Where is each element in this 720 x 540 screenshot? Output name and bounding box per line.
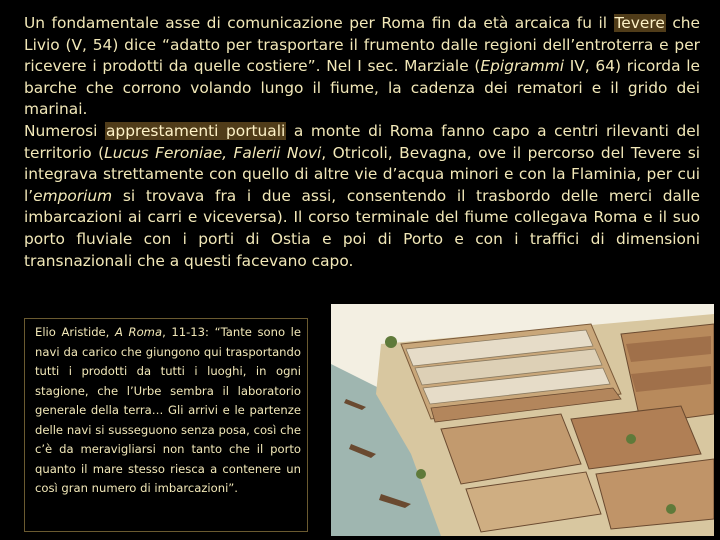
text-run: , Otricoli, Bevagna, ove il percorso del Tevere si integrava strettamente con quello di altre vie d’acqua minori e con la Flaminia, per cui l’ xyxy=(24,143,700,205)
italic-place-names: Lucus Feroniae, Falerii Novi xyxy=(104,143,322,162)
quote-box xyxy=(24,318,308,532)
text-run: IV, 64) ricorda le barche che corrono volando lungo il fiume, la cadenza dei rematori e il grido dei marinai. xyxy=(24,57,700,119)
text-run: Un fondamentale asse di comunicazione per Roma fin da età arcaica fu il xyxy=(24,14,614,32)
italic-emporium: emporium xyxy=(33,186,113,205)
main-text-block xyxy=(24,13,700,272)
highlight-apprestamenti: apprestamenti portuali xyxy=(106,121,286,140)
text-run: a monte di Roma fanno capo a centri rilevanti del territorio ( xyxy=(24,121,700,162)
quote-author: Elio Aristide, xyxy=(35,325,115,339)
text-run: che Livio (V, 54) dice “adatto per trasportare il frumento dalle regioni dell’entroterra e per ricevere i prodotti da quelle costiere”. Nel I sec. Marziale ( xyxy=(24,14,701,76)
quote-body: , 11-13: “Tante sono le navi da carico che giungono qui trasportando tutti i prodotti da tutti i luoghi, in ogni stagione, che l’Urbe sembra il laboratorio generale della terra… Gli arrivi e le partenze delle navi si susseguono senza posa, così che c’è da meravigliarsi non tanto che il porto quanto il mare stesso riesca a contenere un così gran numero di imbarcazioni”. xyxy=(35,325,302,495)
italic-epigrammi: Epigrammi xyxy=(480,57,564,76)
quote-text xyxy=(35,323,301,499)
quote-work-title: A Roma xyxy=(114,325,163,339)
paragraph-apprestamenti xyxy=(24,121,700,272)
text-run: Numerosi xyxy=(24,121,105,140)
highlight-tevere: Tevere xyxy=(614,14,665,32)
paragraph-tevere xyxy=(24,13,700,121)
port-reconstruction-illustration xyxy=(331,304,714,536)
text-run: si trovava fra i due assi, consentendo il trasbordo delle merci dalle imbarcazioni ai carri e viceversa). Il corso terminale del fiume collegava Roma e il suo porto fluviale con i porti di Ostia e poi di Porto e con i traffici di dimensioni transnazionali che a questi facevano capo. xyxy=(24,186,700,270)
port-illustration-svg xyxy=(331,304,714,536)
